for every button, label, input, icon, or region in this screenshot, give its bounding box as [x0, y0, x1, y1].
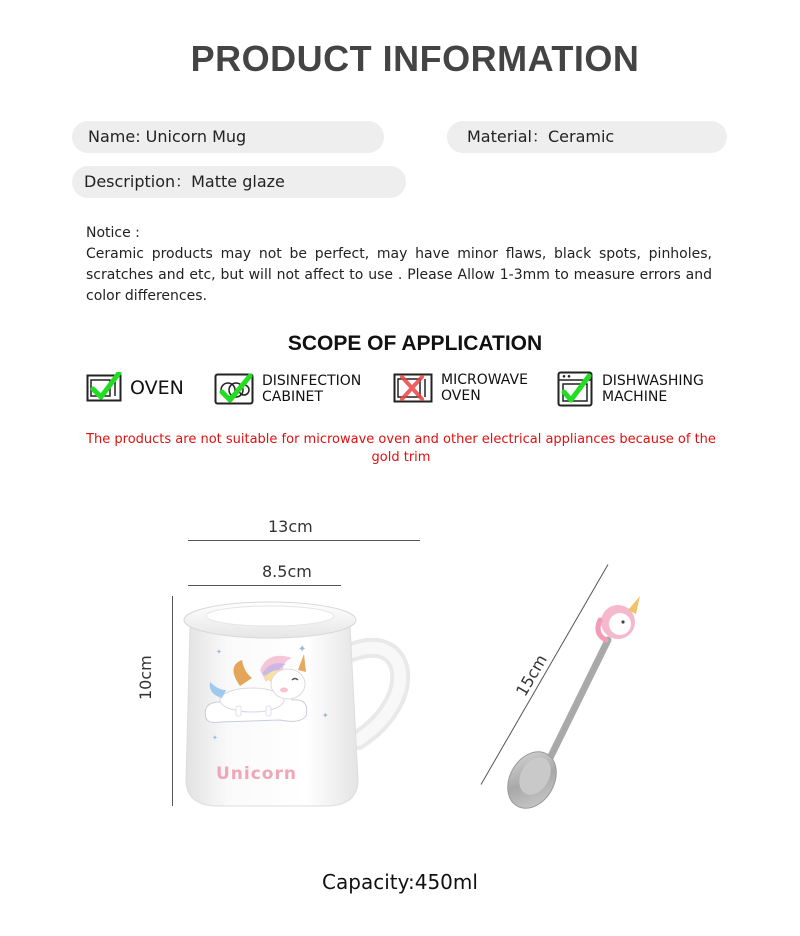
dimension-width-total: 13cm: [268, 517, 313, 536]
mug-print-text: Unicorn: [216, 764, 297, 784]
notice-body: Ceramic products may not be perfect, may have minor flaws, black spots, pinholes, scratches and etc, but will not affect to use . Please Allow 1-3mm to measure errors and color differences.: [86, 246, 712, 304]
scope-label-dishwashing-machine: DISHWASHING MACHINE: [602, 373, 704, 405]
dimension-line-width-total: [188, 540, 420, 541]
oven-icon: [86, 372, 122, 404]
description-field: Description：Matte glaze: [72, 166, 406, 198]
spoon-illustration: [480, 590, 680, 820]
dimension-line-height: [172, 596, 173, 806]
dishwashing-machine-icon: [556, 370, 594, 408]
disinfection-cabinet-icon: [214, 372, 254, 406]
spoon-image: [480, 590, 680, 820]
scope-item-microwave-oven: [393, 372, 528, 404]
scope-item-dishwashing-machine: [556, 370, 704, 408]
notice-heading: Notice :: [86, 225, 140, 241]
microwave-oven-icon: [393, 372, 433, 404]
svg-text:✦: ✦: [298, 644, 307, 655]
check-mark-icon: [222, 376, 250, 400]
scope-label-oven: OVEN: [130, 377, 184, 399]
page-title: PRODUCT INFORMATION: [190, 38, 640, 79]
capacity-text: Capacity:450ml: [322, 870, 478, 894]
svg-text:✦: ✦: [322, 711, 329, 720]
warning-text: The products are not suitable for microwave oven and other electrical appliances because of the gold trim: [86, 432, 716, 465]
mug-illustration: [180, 590, 430, 815]
cross-mark-icon: [402, 377, 422, 399]
dimension-line-width-mouth: [188, 585, 341, 586]
scope-item-disinfection-cabinet: [214, 372, 361, 406]
scope-label-disinfection-cabinet: DISINFECTION CABINET: [262, 373, 362, 405]
svg-text:✦: ✦: [212, 734, 218, 742]
svg-text:✦: ✦: [216, 648, 222, 656]
material-field: Material：Ceramic: [447, 121, 727, 153]
name-field: Name: Unicorn Mug: [72, 121, 384, 153]
scope-label-microwave-oven: MICROWAVE OVEN: [441, 372, 528, 404]
scope-item-oven: [86, 372, 184, 404]
dimension-width-mouth: 8.5cm: [262, 562, 312, 581]
dimension-height: 10cm: [136, 655, 155, 700]
scope-title: SCOPE OF APPLICATION: [287, 332, 543, 355]
dimension-spoon-length: 15cm: [512, 651, 551, 700]
notice-block: [86, 223, 712, 307]
